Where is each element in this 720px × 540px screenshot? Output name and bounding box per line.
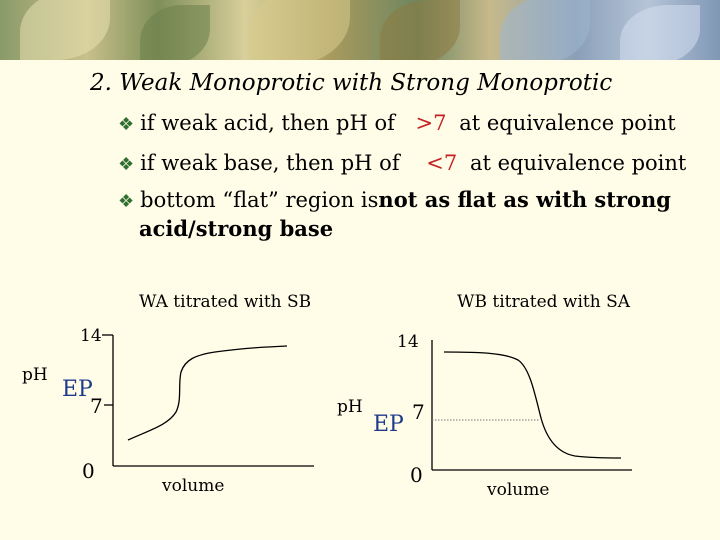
left-y-axis-label: pH (22, 365, 48, 385)
right-ep-label: EP (373, 412, 404, 437)
diamond-bullet-icon: ❖ (118, 114, 135, 135)
bullet-text: if weak base, then pH of (140, 151, 400, 175)
bullet-bold-continuation: acid/strong base (139, 216, 334, 241)
bullet-text: bottom “flat” region is (140, 188, 379, 212)
left-tick-14: 14 (80, 326, 102, 346)
left-ep-label: EP (62, 377, 93, 402)
left-tick-7: 7 (90, 394, 103, 418)
left-chart-title: WA titrated with SB (139, 292, 312, 312)
slide-title: 2. Weak Monoprotic with Strong Monoprotic (90, 70, 613, 96)
bullet-text: if weak acid, then pH of (140, 111, 395, 135)
right-tick-7: 7 (412, 400, 425, 424)
left-x-axis-label: volume (162, 476, 225, 496)
ph-value: >7 (415, 111, 447, 135)
diamond-bullet-icon: ❖ (118, 191, 135, 212)
bullet-bold-text: not as flat as with strong (378, 187, 671, 212)
left-titration-curve (128, 346, 287, 440)
right-y-axis-label: pH (337, 397, 363, 417)
bullet-text-end: at equivalence point (459, 111, 676, 135)
left-tick-0: 0 (82, 459, 95, 483)
diamond-bullet-icon: ❖ (118, 154, 135, 175)
right-titration-curve (444, 352, 621, 458)
right-x-axis-label: volume (487, 480, 550, 500)
right-chart-title: WB titrated with SA (457, 292, 631, 312)
bullet-text-end: at equivalence point (469, 151, 687, 175)
right-tick-14: 14 (397, 332, 419, 352)
ph-value: <7 (426, 151, 458, 175)
right-tick-0: 0 (410, 463, 423, 487)
